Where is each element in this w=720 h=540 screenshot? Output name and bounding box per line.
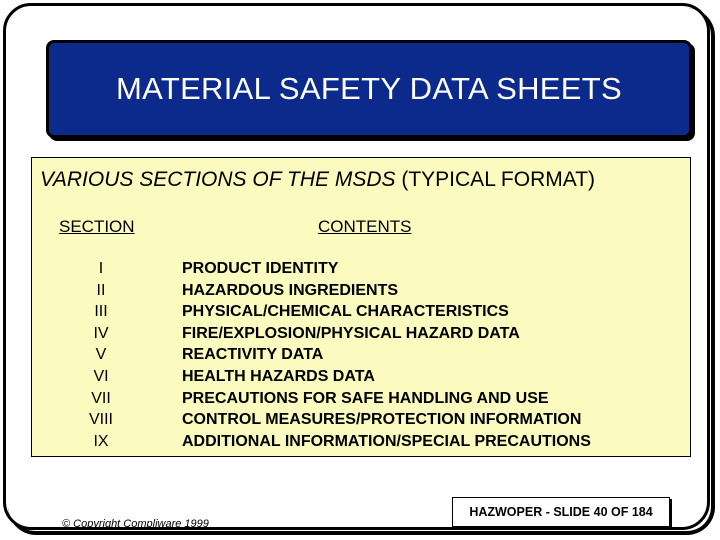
list-item (32, 368, 690, 390)
sections-list (32, 260, 690, 454)
list-item (32, 411, 690, 433)
section-number: III (94, 303, 108, 321)
section-contents: ADDITIONAL INFORMATION/SPECIAL PRECAUTIONS (182, 432, 591, 450)
section-contents: FIRE/EXPLOSION/PHYSICAL HAZARD DATA (182, 324, 520, 342)
slide-counter-badge (452, 497, 670, 527)
section-contents: PRECAUTIONS FOR SAFE HANDLING AND USE (182, 389, 549, 407)
list-item (32, 260, 690, 282)
list-item (32, 303, 690, 325)
list-item (32, 282, 690, 304)
section-contents: REACTIVITY DATA (182, 346, 324, 364)
section-number: VIII (88, 411, 113, 429)
list-item (32, 325, 690, 347)
section-contents: CONTROL MEASURES/PROTECTION INFORMATION (182, 411, 582, 429)
section-contents: HAZARDOUS INGREDIENTS (182, 281, 399, 299)
section-contents: HEALTH HAZARDS DATA (182, 367, 375, 385)
subtitle-rest: (TYPICAL FORMAT) (395, 168, 596, 191)
list-item (32, 390, 690, 412)
list-item (32, 346, 690, 368)
section-number: II (96, 281, 106, 299)
section-contents: PRODUCT IDENTITY (182, 260, 339, 277)
panel-subtitle (40, 168, 595, 192)
page-title: MATERIAL SAFETY DATA SHEETS (116, 71, 622, 106)
section-column-header: SECTION (59, 217, 135, 236)
section-number: IX (93, 432, 109, 450)
section-number: VI (93, 367, 109, 385)
section-number: IV (93, 324, 109, 342)
copyright-notice: © Copyright Compliware 1999 (62, 518, 209, 530)
section-contents: PHYSICAL/CHEMICAL CHARACTERISTICS (182, 303, 509, 321)
msds-sections-panel (31, 157, 691, 457)
section-number: V (95, 346, 107, 364)
subtitle-italic: VARIOUS SECTIONS OF THE MSDS (40, 168, 396, 191)
section-number: I (98, 260, 104, 277)
slide-counter-label: HAZWOPER - SLIDE 40 OF 184 (469, 505, 653, 519)
section-number: VII (91, 389, 111, 407)
list-item (32, 433, 690, 455)
contents-column-header: CONTENTS (318, 217, 412, 236)
title-banner (46, 40, 692, 138)
